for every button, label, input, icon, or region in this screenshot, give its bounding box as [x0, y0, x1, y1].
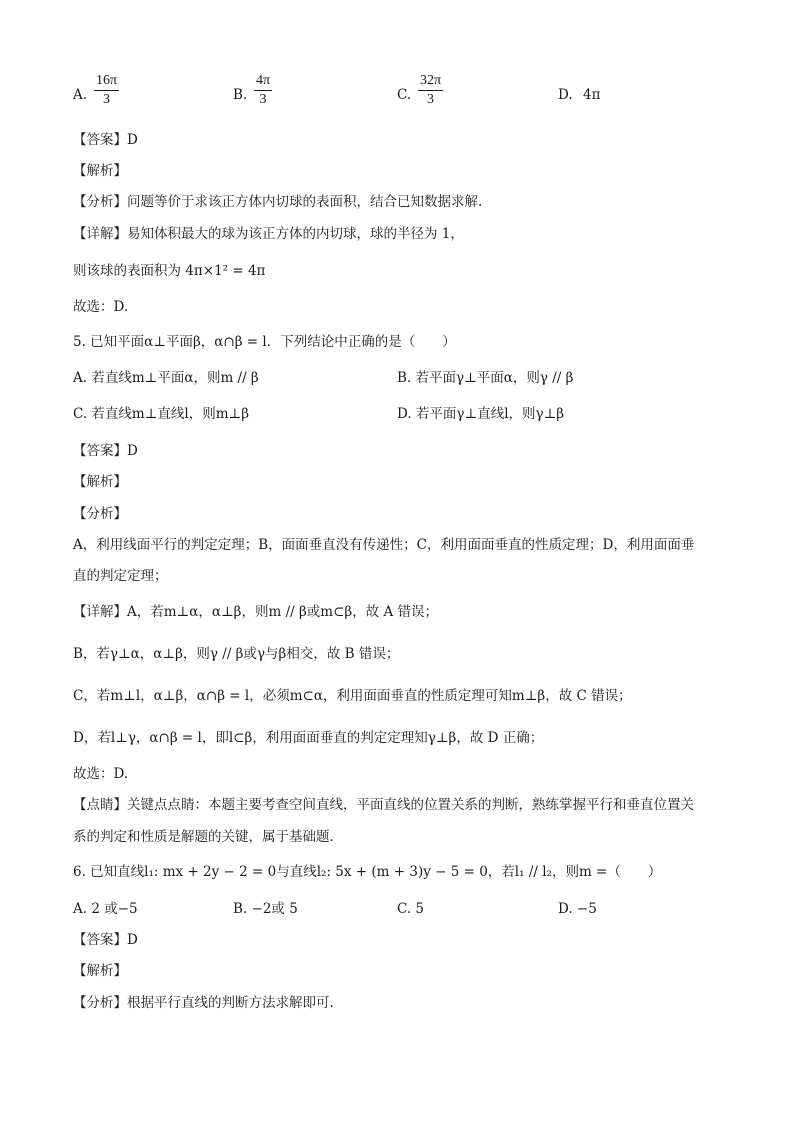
- q4-option-a-denominator: 3: [103, 92, 111, 107]
- q5-detail-a: 【详解】A，若m⊥α，α⊥β，则m // β或m⊂β，故 A 错误；: [73, 604, 439, 620]
- q4-option-b-numerator: 4π: [256, 73, 271, 88]
- q6-option-d: D. −5: [558, 901, 597, 917]
- q6-option-a: A. 2 或−5: [73, 901, 138, 917]
- q5-detail-d: D，若l⊥γ，α∩β = l，即l⊂β，利用面面垂直的判定定理知γ⊥β，故 D 正确；: [73, 730, 544, 746]
- q4-option-c-label: C.: [397, 87, 412, 103]
- q4-option-c-denominator: 3: [427, 92, 435, 107]
- q4-option-d-value: 4π: [583, 87, 601, 103]
- q6-answer: 【答案】D: [73, 932, 138, 948]
- q5-dianjing-line2: 系的判定和性质是解题的关键，属于基础题.: [73, 829, 334, 845]
- q6-option-b: B. −2或 5: [233, 901, 298, 917]
- q5-option-d: D. 若平面γ⊥直线l，则γ⊥β: [397, 406, 565, 422]
- q4-option-a-label: A.: [73, 87, 88, 103]
- q6-option-c: C. 5: [397, 901, 425, 917]
- q4-answer: 【答案】D: [73, 132, 138, 148]
- q5-detail-b: B，若γ⊥α，α⊥β，则γ // β或γ与β相交，故 B 错误；: [73, 646, 400, 662]
- q4-option-d-label: D.: [558, 87, 573, 103]
- q5-choose: 故选：D.: [73, 766, 129, 782]
- q5-detail-c: C，若m⊥l，α⊥β，α∩β = l，必须m⊂α，利用面面垂直的性质定理可知m⊥β，故 C 错误；: [73, 688, 632, 704]
- q4-choose: 故选：D.: [73, 299, 129, 315]
- q5-fenxi-line1: A，利用线面平行的判定定理；B，面面垂直没有传递性；C，利用面面垂直的性质定理；D，利用面面垂: [73, 537, 695, 553]
- q5-dianjing-line1: 【点睛】关键点点睛：本题主要考查空间直线，平面直线的位置关系的判断，熟练掌握平行和垂直位置关: [73, 797, 694, 813]
- q5-answer: 【答案】D: [73, 443, 138, 459]
- q4-option-c-numerator: 32π: [420, 73, 442, 88]
- q5-fenxi-heading: 【分析】: [73, 506, 127, 522]
- q5-option-b: B. 若平面γ⊥平面α，则γ // β: [397, 370, 574, 386]
- q4-option-b-denominator: 3: [259, 92, 267, 107]
- q5-stem: 5. 已知平面α⊥平面β，α∩β = l．下列结论中正确的是（ ）: [73, 334, 456, 350]
- q4-option-b-fraction: [254, 73, 272, 108]
- q4-analysis-heading: 【解析】: [73, 163, 127, 179]
- q6-analysis-heading: 【解析】: [73, 963, 127, 979]
- q6-fenxi: 【分析】根据平行直线的判断方法求解即可.: [73, 995, 334, 1011]
- q4-xiangjie: 【详解】易知体积最大的球为该正方体的内切球，球的半径为 1，: [73, 226, 464, 242]
- q4-formula: 则该球的表面积为 4π×1² = 4π: [73, 263, 266, 279]
- q5-fenxi-line2: 直的判定定理；: [73, 568, 168, 584]
- q4-fenxi: 【分析】问题等价于求该正方体内切球的表面积，结合已知数据求解.: [73, 194, 483, 210]
- q4-option-b-label: B.: [233, 87, 248, 103]
- q4-option-a-fraction: [94, 73, 119, 108]
- q5-analysis-heading: 【解析】: [73, 474, 127, 490]
- q4-option-a-numerator: 16π: [96, 73, 118, 88]
- q4-option-c-fraction: [418, 73, 443, 108]
- q5-option-c: C. 若直线m⊥直线l，则m⊥β: [73, 406, 250, 422]
- q6-stem: 6. 已知直线l₁: mx + 2y − 2 = 0与直线l₂: 5x + (m + 3)y − 5 = 0，若l₁ // l₂，则m =（ ）: [73, 864, 662, 880]
- q5-option-a: A. 若直线m⊥平面α，则m // β: [73, 370, 259, 386]
